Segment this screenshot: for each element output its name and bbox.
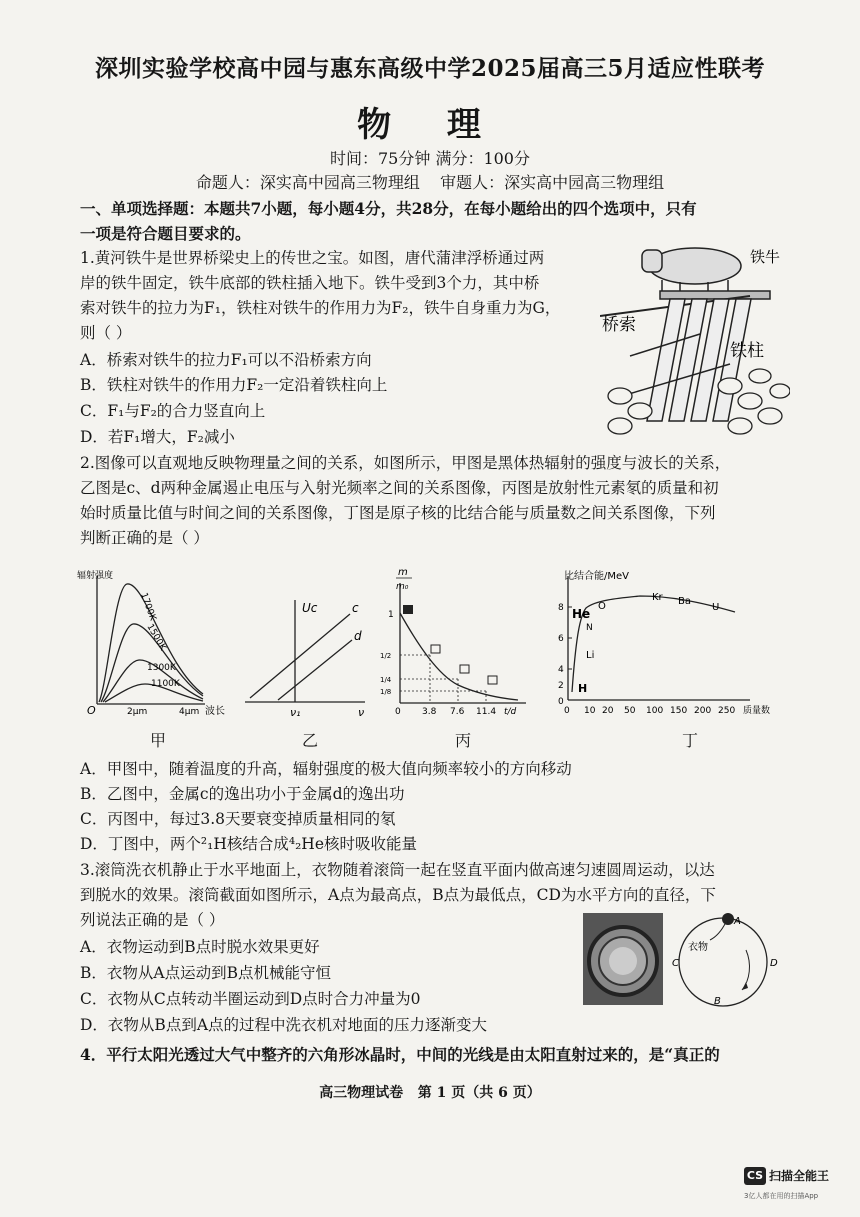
question-4-stem: 4．平行太阳光透过大气中整齐的六角形冰晶时，中间的光线是由太阳直射过来的，是“真正的 (80, 1045, 720, 1064)
nuclide-u: U (712, 602, 720, 613)
bing-xtick-38: 3.8 (422, 707, 437, 717)
q1-option-d: D．若F₁增大，F₂减小 (80, 428, 235, 446)
caption-jia: 甲 (149, 731, 166, 750)
drum-circle (679, 918, 767, 1006)
q2-option-c: C．丙图中，每过3.8天要衰变掉质量相同的氡 (80, 810, 396, 828)
ding-ylabel: 比结合能/MeV (564, 571, 629, 582)
q1-option-c: C．F₁与F₂的合力竖直向上 (80, 402, 266, 420)
nuclide-kr: Kr (652, 592, 663, 603)
jia-curve-label-1: 1700K (138, 591, 158, 623)
jia-curve-label-2: 1500K (144, 622, 168, 653)
caption-yi: 乙 (301, 731, 318, 750)
line-c (250, 614, 350, 698)
label-cable: 桥索 (602, 315, 636, 335)
washing-machine-photo (583, 913, 663, 1005)
jia-tick-2: 2μm (127, 707, 148, 717)
ding-xtick-10: 10 (584, 706, 596, 716)
ding-ytick-0: 0 (558, 697, 564, 707)
label-b: B (714, 996, 721, 1007)
jia-tick-4: 4μm (179, 707, 200, 717)
bing-xtick-0: 0 (395, 707, 401, 717)
bing-xtick-114: 11.4 (476, 707, 497, 717)
question-2-stem: 2.图像可以直观地反映物理量之间的关系，如图所示，甲图是黑体热辐射的强度与波长的关系， 乙图是c、d两种金属遏止电压与入射光频率之间的关系图像，丙图是放射性元素氡的质量和初 始时质量比值与时间之间的关系图像，丁图是原子核的比结合能与质量数之间关系图像，下列 判断正确的是（ ） (80, 454, 731, 547)
section-heading: 一、单项选择题：本题共7小题，每小题4分，共28分，在每小题给出的四个选项中，只有 一项是符合题目要求的。 (80, 199, 697, 243)
graph-bing (378, 565, 533, 718)
authors-line: 命题人：深实高中园高三物理组 审题人：深实高中园高三物理组 (195, 173, 665, 192)
marker-2 (431, 645, 440, 653)
bing-xlabel: t/d (504, 707, 517, 717)
bing-ylabel-den: m₀ (396, 582, 409, 592)
ding-xtick-150: 150 (670, 706, 688, 716)
page-footer: 高三物理试卷 第 1 页（共 6 页） (319, 1085, 541, 1101)
yi-xlabel: ν (358, 706, 365, 718)
label-clothes: 衣物 (688, 942, 708, 953)
label-d: D (770, 958, 778, 969)
nuclide-ba: Ba (678, 596, 691, 607)
ding-ytick-6: 6 (558, 634, 564, 644)
ding-xtick-250: 250 (718, 706, 736, 716)
jia-curve-label-3: 1300K (147, 663, 176, 673)
q3-option-d: D．衣物从B点到A点的过程中洗衣机对地面的压力逐渐变大 (80, 1016, 488, 1034)
ding-ytick-8: 8 (558, 603, 564, 613)
q1-option-b: B．铁柱对铁牛的作用力F₂一定沿着铁柱向上 (80, 376, 388, 394)
ding-ytick-4: 4 (558, 665, 564, 675)
yi-ylabel: Uc (302, 601, 318, 615)
jia-origin: O (87, 704, 96, 717)
ding-xtick-100: 100 (646, 706, 664, 716)
drum-diagram (668, 910, 783, 1010)
yi-label-c: c (352, 601, 359, 615)
ding-xtick-50: 50 (624, 706, 636, 716)
label-pillar: 铁柱 (730, 341, 764, 361)
q3-option-c: C．衣物从C点转动半圈运动到D点时合力冲量为0 (80, 990, 421, 1008)
marker-3 (460, 665, 469, 673)
q1-option-a: A．桥索对铁牛的拉力F₁可以不沿桥索方向 (80, 351, 372, 369)
caption-bing: 丙 (454, 731, 471, 750)
camscanner-name: 扫描全能王 (769, 1169, 830, 1183)
q3-option-a: A．衣物运动到B点时脱水效果更好 (80, 938, 320, 956)
jia-xlabel: 波长 (205, 706, 225, 717)
label-ox: 铁牛 (750, 248, 781, 266)
nuclide-n: N (586, 623, 593, 633)
camscanner-slogan: 3亿人都在用的扫描App (744, 1192, 819, 1200)
ding-xtick-20: 20 (602, 706, 614, 716)
q2-option-b: B．乙图中，金属c的逸出功小于金属d的逸出功 (80, 785, 405, 803)
nuclide-li: Li (586, 650, 595, 661)
iron-ox-figure (600, 236, 790, 441)
bing-ytick-quarter: 1/4 (380, 676, 392, 684)
nuclide-o: O (598, 601, 606, 612)
binding-curve (572, 596, 735, 692)
bing-ylabel-num: m (398, 567, 408, 578)
exam-title: 深圳实验学校高中园与惠东高级中学2025届高三5月适应性联考 (94, 55, 766, 82)
label-a: A (734, 916, 741, 927)
line-d (278, 640, 352, 700)
ding-xtick-200: 200 (694, 706, 712, 716)
marker-4 (488, 676, 497, 684)
jia-curve-label-4: 1100K (151, 679, 180, 689)
graph-jia (75, 566, 240, 718)
q3-option-b: B．衣物从A点运动到B点机械能守恒 (80, 964, 331, 982)
caption-ding: 丁 (681, 731, 698, 750)
time-info: 时间：75分钟 满分：100分 (330, 149, 530, 168)
clothes-dot (722, 913, 734, 925)
marker-1 (403, 605, 413, 614)
subject-title: 物 理 (357, 105, 503, 145)
ding-xlabel: 质量数 (743, 706, 771, 716)
graph-ding (540, 566, 780, 718)
q2-option-d: D．丁图中，两个²₁H核结合成⁴₂He核时吸收能量 (80, 835, 417, 853)
bing-ytick-eighth: 1/8 (380, 688, 392, 696)
question-1-stem: 1.黄河铁牛是世界桥梁史上的传世之宝。如图，唐代蒲津浮桥通过两 岸的铁牛固定，铁牛底部的铁柱插入地下。铁牛受到3个力，其中桥 索对铁牛的拉力为F₁，铁柱对铁牛的作用力为F₂，铁牛自身重力为G， 则（ ） (80, 249, 561, 342)
bing-xtick-76: 7.6 (450, 707, 465, 717)
nuclide-h: H (578, 682, 588, 695)
bing-ytick-1: 1 (388, 610, 394, 620)
yi-tick: ν₁ (290, 706, 301, 718)
graph-yi (240, 590, 375, 718)
yi-label-d: d (354, 629, 362, 643)
decay-curve (400, 613, 518, 700)
jia-ylabel: 辐射强度 (77, 571, 114, 581)
ding-xtick-0: 0 (564, 706, 570, 716)
camscanner-logo: CS (744, 1167, 766, 1185)
q2-option-a: A．甲图中，随着温度的升高，辐射强度的极大值向频率较小的方向移动 (80, 760, 572, 778)
bing-ytick-half: 1/2 (380, 652, 392, 660)
question-3-stem: 3.滚筒洗衣机静止于水平地面上，衣物随着滚筒一起在竖直平面内做高速匀速圆周运动，以达 到脱水的效果。滚筒截面如图所示，A点为最高点，B点为最低点，CD为水平方向的直径，下 列说法正确的是（ ） (80, 861, 716, 929)
nuclide-he: He (572, 607, 591, 621)
ding-ytick-2: 2 (558, 681, 564, 691)
label-c: C (672, 958, 679, 969)
